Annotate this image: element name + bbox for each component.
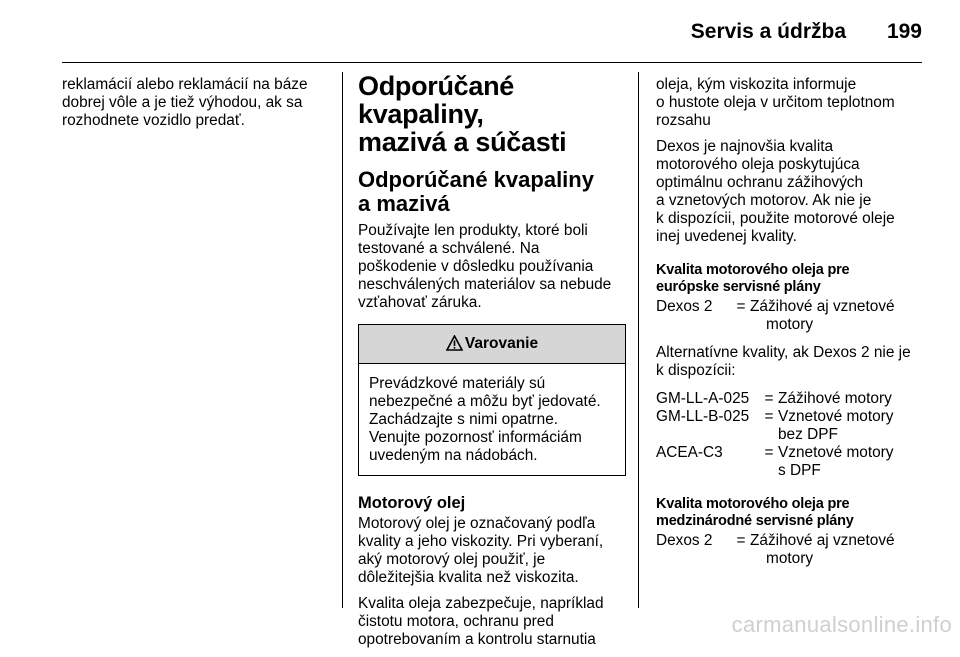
section-title: Servis a údržba <box>690 20 846 43</box>
alternative-oil-table <box>656 390 893 480</box>
intro-paragraph: Používajte len produkty, ktoré boli testované a schválené. Na poškodenie v dôsledku používania neschválených materiálov sa nebude vzťahovať záruka. <box>358 222 612 311</box>
warning-box <box>358 324 626 476</box>
column-divider <box>342 72 343 608</box>
table-row: ACEA-C3 = Vznetové motory s DPF <box>656 444 894 479</box>
alternative-paragraph: Alternatívne kvality, ak Dexos 2 nie je k dispozícii: <box>656 344 911 379</box>
viscosity-paragraph: oleja, kým viskozita informuje o hustote oleja v určitom teplotnom rozsahu <box>656 76 895 129</box>
intl-oil-table <box>656 532 895 568</box>
column-3 <box>656 76 924 578</box>
column-2 <box>358 71 626 657</box>
subsection-heading-motor-oil: Motorový olej <box>358 494 466 512</box>
table-row: GM-LL-B-025 = Vznetové motory bez DPF <box>656 408 894 443</box>
warning-header <box>359 325 625 364</box>
warning-text: Prevádzkové materiály sú nebezpečné a môžu byť jedovaté. Zachádzajte s nimi opatrne. Venujte pozornosť informáciám uvedeným na nádobách. <box>369 375 601 464</box>
continued-paragraph: reklamácií alebo reklamácií na báze dobrej vôle a je tiež výhodou, ak sa rozhodnete vozidlo predať. <box>62 76 308 129</box>
eu-oil-quality-heading: Kvalita motorového oleja pre európske servisné plány <box>656 262 850 295</box>
warning-title: Varovanie <box>464 335 539 352</box>
watermark: carmanualsonline.info <box>731 612 952 637</box>
page-header <box>62 18 922 63</box>
table-row: Dexos 2 = Zážihové aj vznetové motory <box>656 532 895 567</box>
motor-oil-paragraph-1: Motorový olej je označovaný podľa kvality a jeho viskozity. Pri vyberaní, aký motorový olej použiť, je dôležitejšia kvalita než viskozita. <box>358 515 604 586</box>
dexos-paragraph: Dexos je najnovšia kvalita motorového oleja poskytujúca optimálnu ochranu zážihových a vznetových motorov. Ak nie je k dispozícii, použite motorové oleje inej uvedenej kvality. <box>656 138 895 245</box>
table-row: GM-LL-A-025 = Zážihové motory <box>656 390 892 407</box>
eu-oil-table <box>656 298 895 334</box>
column-1 <box>62 76 330 138</box>
section-heading: Odporúčané kvapaliny a mazivá <box>358 167 594 216</box>
warning-triangle-icon <box>446 335 463 351</box>
intl-oil-quality-heading: Kvalita motorového oleja pre medzinárodné servisné plány <box>656 496 854 529</box>
page-number: 199 <box>886 20 922 43</box>
table-row: Dexos 2 = Zážihové aj vznetové motory <box>656 298 895 333</box>
column-divider <box>638 72 639 608</box>
motor-oil-paragraph-2: Kvalita oleja zabezpečuje, napríklad čistotu motora, ochranu pred opotrebovaním a kontrolu starnutia <box>358 595 604 648</box>
chapter-heading: Odporúčané kvapaliny, mazivá a súčasti <box>358 71 567 157</box>
